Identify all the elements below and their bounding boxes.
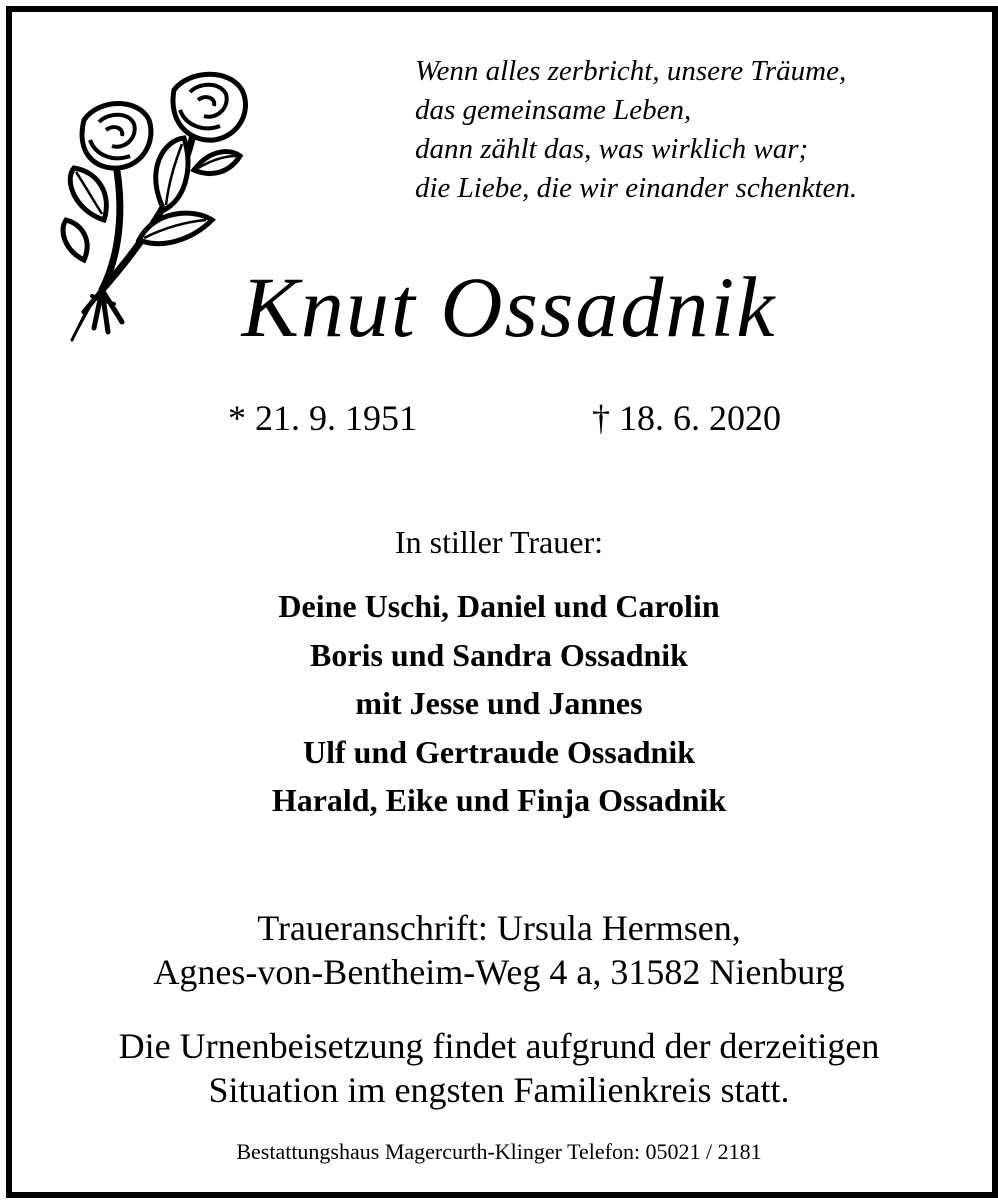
poem-line: die Liebe, die wir einander schenkten. — [415, 172, 858, 204]
memorial-poem — [415, 52, 975, 208]
notice-line: Situation im engsten Familienkreis statt. — [208, 1070, 790, 1110]
family-member: mit Jesse und Jannes — [355, 685, 643, 721]
family-member: Ulf und Gertraude Ossadnik — [302, 733, 696, 770]
family-member: Boris und Sandra Ossadnik — [310, 636, 688, 673]
death-date: † 18. 6. 2020 — [592, 398, 781, 438]
poem-line: Wenn alles zerbricht, unsere Träume, — [415, 55, 847, 87]
burial-notice — [0, 1024, 998, 1112]
funeral-home-info: Bestattungshaus Magercurth-Klinger Telefon: 05021 / 2181 — [236, 1139, 762, 1164]
family-member: Deine Uschi, Daniel und Carolin — [278, 588, 720, 624]
mourning-label: In stiller Trauer: — [395, 524, 603, 560]
family-member: Harald, Eike und Finja Ossadnik — [271, 782, 727, 818]
poem-line: das gemeinsame Leben, — [415, 94, 692, 126]
address-line: Traueranschrift: Ursula Hermsen, — [257, 908, 741, 948]
mourning-address — [0, 906, 998, 994]
poem-line: dann zählt das, was wirklich war; — [415, 133, 809, 165]
deceased-name: Knut Ossadnik — [241, 259, 777, 355]
family-list — [0, 582, 998, 825]
birth-date: * 21. 9. 1951 — [228, 398, 417, 438]
address-line: Agnes-von-Bentheim-Weg 4 a, 31582 Nienburg — [153, 952, 845, 992]
notice-line: Die Urnenbeisetzung findet aufgrund der derzeitigen — [118, 1026, 880, 1066]
